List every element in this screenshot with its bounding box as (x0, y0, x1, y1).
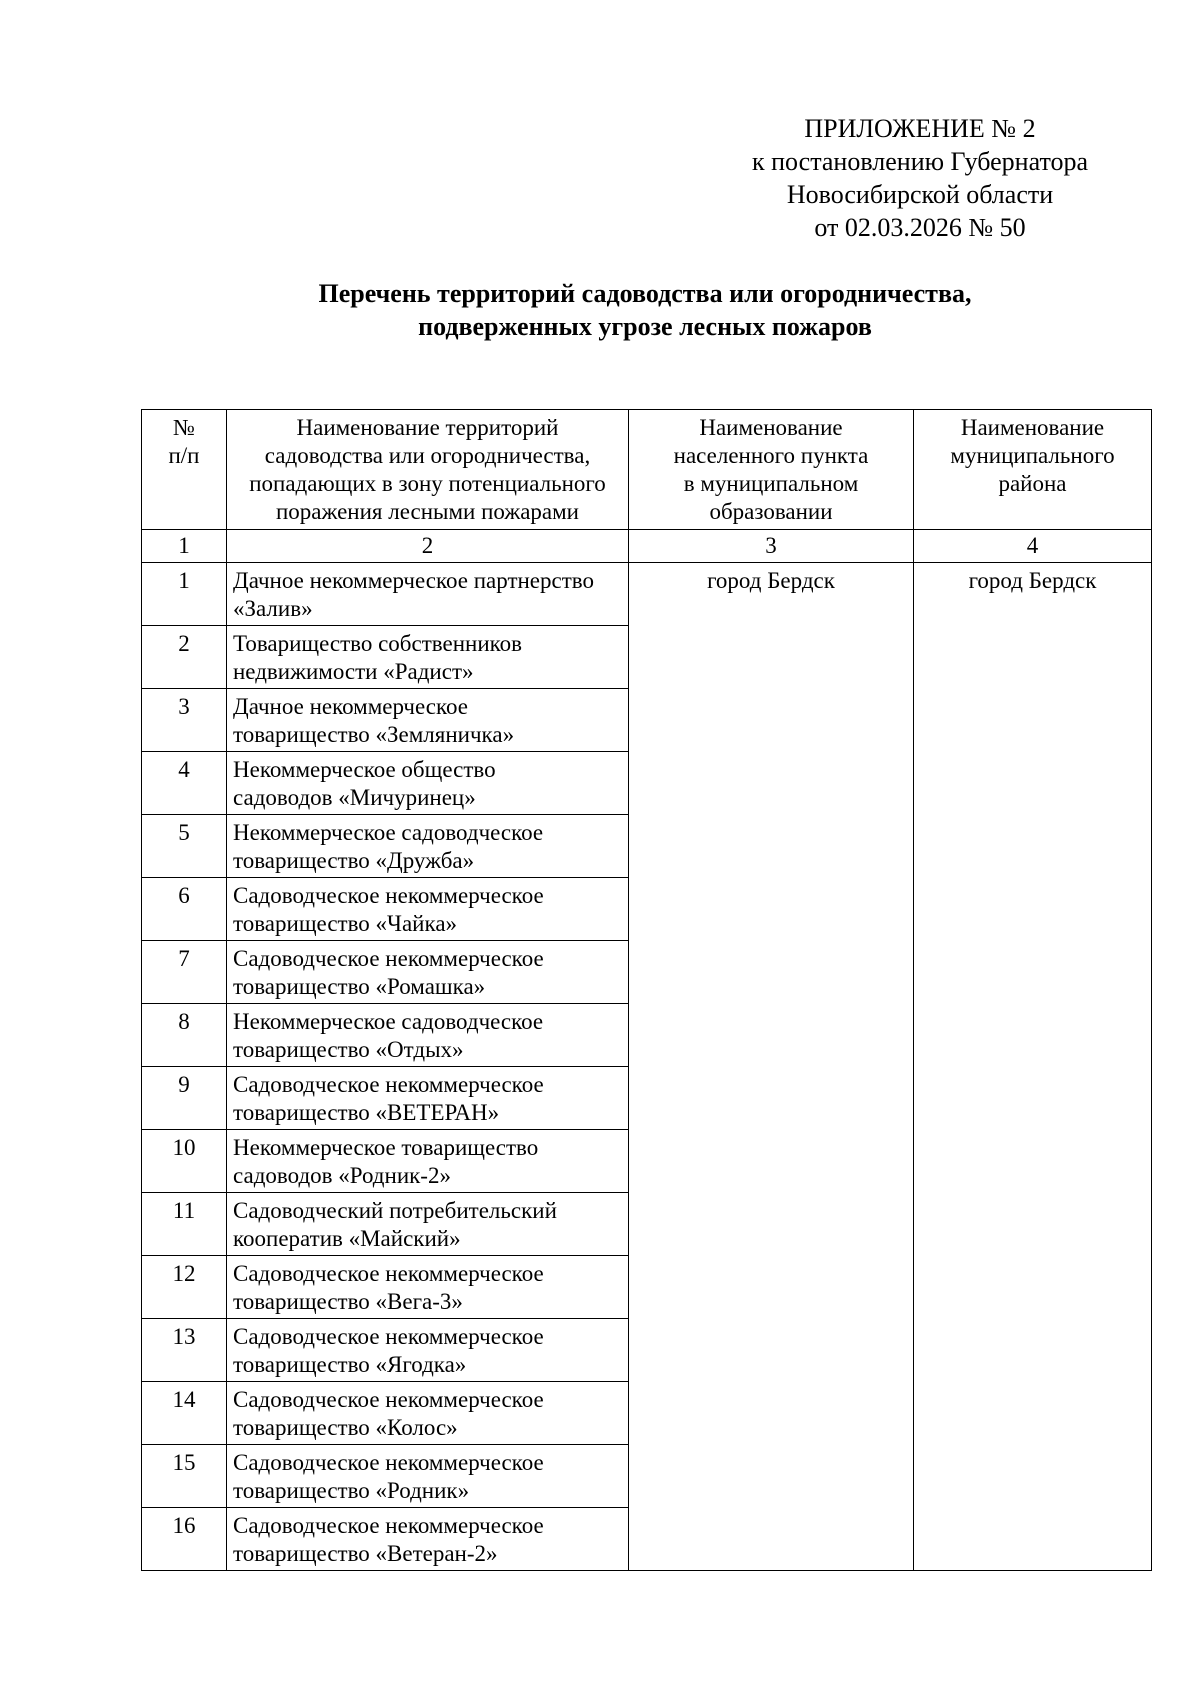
territory-name: Садоводческое некоммерческое товарищество «Ромашка» (227, 941, 629, 1004)
territory-name: Дачное некоммерческое товарищество «Земляничка» (227, 689, 629, 752)
territories-table (141, 409, 1152, 1571)
row-number: 11 (142, 1193, 227, 1256)
document-title-line-2: подверженных угрозе лесных пожаров (418, 312, 872, 341)
appendix-title: ПРИЛОЖЕНИЕ № 2 (804, 114, 1036, 143)
table-row (142, 563, 1152, 626)
row-number: 4 (142, 752, 227, 815)
territory-name: Садоводческое некоммерческое товарищество «Ягодка» (227, 1319, 629, 1382)
row-number: 13 (142, 1319, 227, 1382)
header-settlement: Наименование населенного пункта в муниципальном образовании (629, 410, 914, 530)
territory-name: Садоводческое некоммерческое товарищество «Ветеран-2» (227, 1508, 629, 1571)
territory-name: Садоводческое некоммерческое товарищество «ВЕТЕРАН» (227, 1067, 629, 1130)
document-title-line-1: Перечень территорий садоводства или огородничества, (318, 279, 972, 308)
row-number: 3 (142, 689, 227, 752)
row-number: 7 (142, 941, 227, 1004)
row-number: 15 (142, 1445, 227, 1508)
column-numbers-row (142, 530, 1152, 563)
row-number: 9 (142, 1067, 227, 1130)
row-number: 10 (142, 1130, 227, 1193)
column-number: 1 (142, 530, 227, 563)
column-number: 3 (629, 530, 914, 563)
row-number: 12 (142, 1256, 227, 1319)
row-number: 16 (142, 1508, 227, 1571)
appendix-decree: к постановлению Губернатора (751, 147, 1089, 176)
header-territory-name: Наименование территорий садоводства или огородничества, попадающих в зону потенциального поражения лесными пожарами (227, 410, 629, 530)
table-header-row (142, 410, 1152, 530)
document-title (160, 277, 1130, 343)
appendix-date-number: от 02.03.2026 № 50 (814, 213, 1026, 242)
district-cell: город Бердск (914, 563, 1152, 1571)
appendix-region: Новосибирской области (786, 180, 1054, 209)
territory-name: Садоводческое некоммерческое товарищество «Чайка» (227, 878, 629, 941)
column-number: 4 (914, 530, 1152, 563)
territory-name: Садоводческое некоммерческое товарищество «Вега-3» (227, 1256, 629, 1319)
header-district: Наименование муниципального района (914, 410, 1152, 530)
column-number: 2 (227, 530, 629, 563)
row-number: 5 (142, 815, 227, 878)
row-number: 1 (142, 563, 227, 626)
row-number: 8 (142, 1004, 227, 1067)
settlement-cell: город Бердск (629, 563, 914, 1571)
territory-name: Садоводческое некоммерческое товарищество «Колос» (227, 1382, 629, 1445)
row-number: 6 (142, 878, 227, 941)
territory-name: Некоммерческое общество садоводов «Мичуринец» (227, 752, 629, 815)
territory-name: Садоводческое некоммерческое товарищество «Родник» (227, 1445, 629, 1508)
header-number: № п/п (142, 410, 227, 530)
territory-name: Некоммерческое товарищество садоводов «Родник-2» (227, 1130, 629, 1193)
row-number: 2 (142, 626, 227, 689)
territory-name: Некоммерческое садоводческое товарищество «Отдых» (227, 1004, 629, 1067)
territory-name: Дачное некоммерческое партнерство «Залив» (227, 563, 629, 626)
territory-name: Некоммерческое садоводческое товарищество «Дружба» (227, 815, 629, 878)
territory-name: Садоводческий потребительский кооператив «Майский» (227, 1193, 629, 1256)
row-number: 14 (142, 1382, 227, 1445)
appendix-block (740, 112, 1100, 244)
territory-name: Товарищество собственников недвижимости «Радист» (227, 626, 629, 689)
